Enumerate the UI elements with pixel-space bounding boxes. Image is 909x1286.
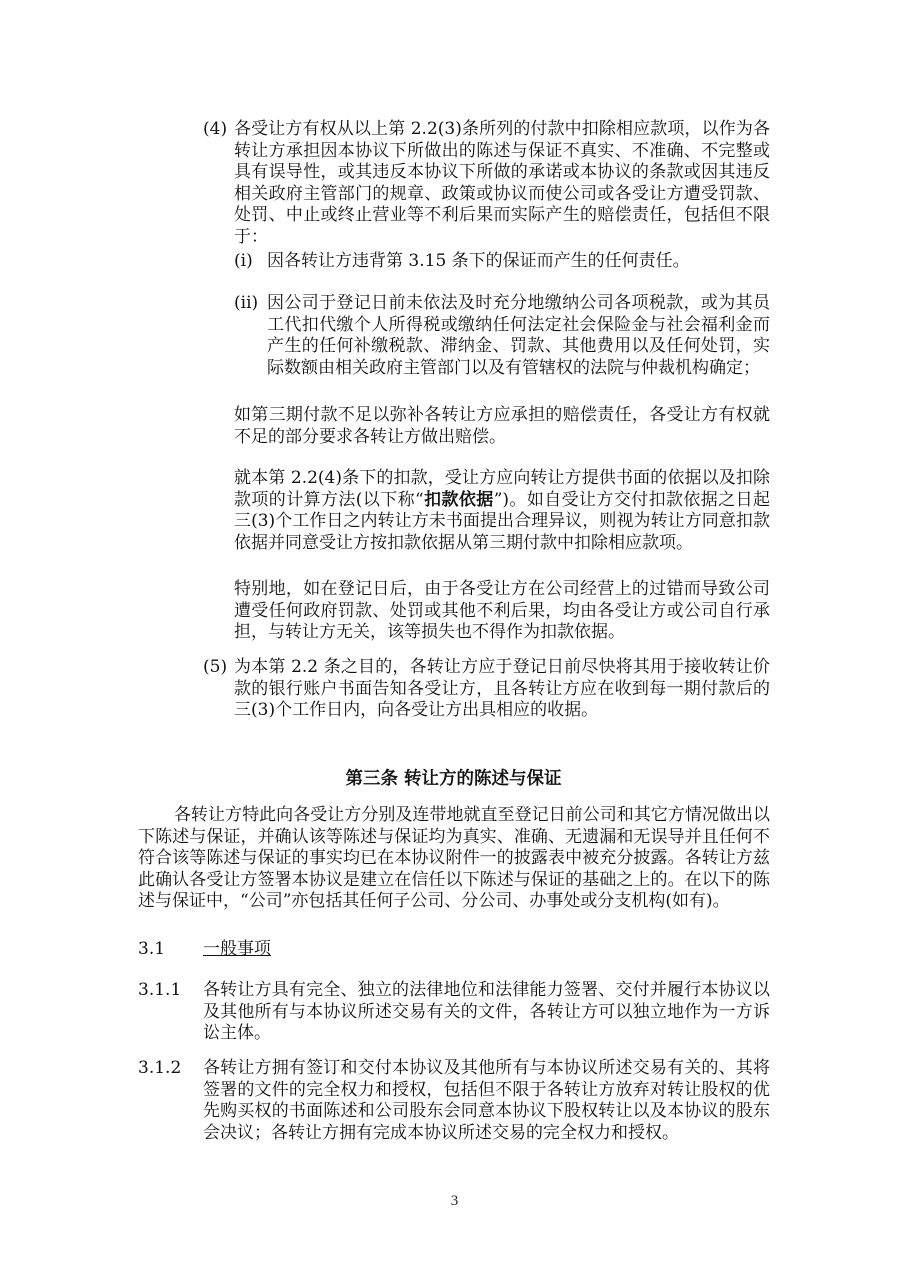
clause-4-paragraph-2 xyxy=(234,468,770,554)
paragraph-2-text-after: ”)。如自受让方交付扣款依据之日起三(3)个工作日之内转让方未书面提出合理异议，则视为转让方同意扣款依据并同意受让方按扣款依据从第三期付款中扣除相应款项。 xyxy=(234,489,770,553)
article-3-title: 第三条 转让方的陈述与保证 xyxy=(345,769,562,789)
section-3-1-1-text: 各转让方具有完全、独立的法律地位和法律能力签署、交付并履行本协议以及其他所有与本协议所述交易有关的文件，各转让方可以独立地作为一方诉讼主体。 xyxy=(203,980,770,1043)
section-3-1-heading: 一般事项 xyxy=(203,939,271,959)
clause-4-text: 各受让方有权从以上第 2.2(3)条所列的付款中扣除相应款项，以作为各转让方承担因本协议下所做出的陈述与保证不真实、不准确、不完整或具有误导性，或其违反本协议下所做的承诺或本协议的条款或因其违反相关政府主管部门的规章、政策或协议而使公司或各受让方遭受罚款、处罚、中止或终止营业等不利后果而实际产生的赔偿责任，包括但不限于： xyxy=(234,119,770,247)
page-number: 3 xyxy=(450,1193,459,1209)
clause-5-text: 为本第 2.2 条之目的，各转让方应于登记日前尽快将其用于接收转让价款的银行账户书面告知各受让方，且各转让方应在收到每一期付款后的三(3)个工作日内，向各受让方出具相应的收据。 xyxy=(234,657,770,720)
section-3-1-2-text: 各转让方拥有签订和交付本协议及其他所有与本协议所述交易有关的、其将签署的文件的完全权力和授权，包括但不限于各转让方放弃对转让股权的优先购买权的书面陈述和公司股东会同意本协议下股权转让以及本协议的股东会决议；各转让方拥有完成本协议所述交易的完全权力和授权。 xyxy=(203,1058,770,1143)
section-3-1-2-label: 3.1.2 xyxy=(138,1058,182,1078)
clause-5-label: (5) xyxy=(203,657,228,677)
clause-4-paragraph-1: 如第三期付款不足以弥补各转让方应承担的赔偿责任，各受让方有权就不足的部分要求各转让方做出赔偿。 xyxy=(234,405,770,447)
clause-4-paragraph-3: 特别地，如在登记日后，由于各受让方在公司经营上的过错而导致公司遭受任何政府罚款、处罚或其他不利后果，均由各受让方或公司自行承担，与转让方无关，该等损失也不得作为扣款依据。 xyxy=(234,579,770,642)
article-3-intro: 各转让方特此向各受让方分别及连带地就直至登记日前公司和其它方情况做出以下陈述与保证，并确认该等陈述与保证均为真实、准确、无遗漏和无误导并且任何不符合该等陈述与保证的事实均已在本协议附件一的披露表中被充分披露。各转让方兹此确认各受让方签署本协议是建立在信任以下陈述与保证的基础之上的。在以下的陈述与保证中，“公司”亦包括其任何子公司、分公司、办事处或分支机构(如有)。 xyxy=(138,805,770,911)
section-3-1-label: 3.1 xyxy=(138,939,166,959)
clause-4-label: (4) xyxy=(203,119,228,139)
item-ii-label: (ii) xyxy=(234,293,259,313)
section-3-1-1-label: 3.1.1 xyxy=(138,980,182,1000)
item-i-text: 因各转让方违背第 3.15 条下的保证而产生的任何责任。 xyxy=(267,251,690,271)
item-i-label: (i) xyxy=(234,251,253,271)
paragraph-2-text-before: 就本第 2.2(4)条下的扣款，受让方应向转让方提供书面的依据以及扣除款项的计算方法(以下称“ xyxy=(234,468,770,510)
deduction-basis-term: 扣款依据 xyxy=(423,489,494,510)
item-ii-text: 因公司于登记日前未依法及时充分地缴纳公司各项税款，或为其员工代扣代缴个人所得税或缴纳任何法定社会保险金与社会福利金而产生的任何补缴税款、滞纳金、罚款、其他费用以及任何处罚，实际数额由相关政府主管部门以及有管辖权的法院与仲裁机构确定； xyxy=(267,293,770,378)
